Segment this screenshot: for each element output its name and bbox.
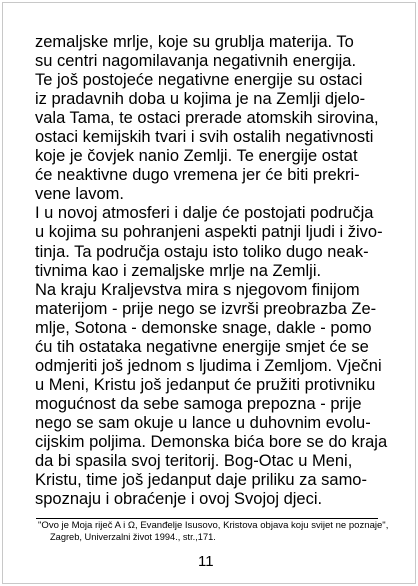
footnote-citation: "Ovo je Moja riječ A i Ω, Evanđelje Isusovo, Kristova objava koju svijet ne poznaje", — [38, 520, 389, 531]
text-line: I u novoj atmosferi i dalje će postojati područja — [35, 204, 374, 223]
text-line: tivnima kao i zemaljske mrlje na Zemlji. — [35, 261, 322, 280]
text-line: vene lavom. — [35, 185, 124, 204]
text-line: su centri nagomilavanja negativnih energija. — [35, 52, 357, 71]
text-line: spoznaju i obraćenje i ovoj Svojoj djeci. — [35, 490, 323, 509]
page-number: 11 — [198, 553, 214, 570]
body-text — [35, 33, 395, 509]
text-line: u kojima su pohranjeni aspekti patnji ljudi i živo- — [35, 223, 383, 242]
text-line: će neaktivne dugo vremena jer će biti prekri- — [35, 166, 360, 185]
text-line: odmjeriti još jednom s ljudima i Zemljom. Vječni — [35, 356, 382, 375]
text-line: Kristu, time još jedanput daje priliku za samo- — [35, 471, 367, 490]
text-line: u Meni, Kristu još jedanput će pružiti protivniku — [35, 375, 376, 394]
footnote-publisher: Zagreb, Univerzalni život 1994., str.,171. — [50, 531, 216, 542]
text-line: nego se sam okuje u lance u duhovnim evolu- — [35, 413, 371, 432]
text-line: cijskim poljima. Demonska bića bore se do kraja — [35, 432, 388, 451]
text-line: ostaci kemijskih tvari i svih ostalih negativnosti — [35, 128, 374, 147]
text-line: vala Tama, te ostaci prerade atomskih sirovina, — [35, 109, 379, 128]
text-line: mlje, Sotona - demonske snage, dakle - pomo — [35, 318, 372, 337]
text-line: mogućnost da sebe samoga prepozna - prije — [35, 394, 362, 413]
text-line: iz pradavnih doba u kojima je na Zemlji djelo- — [35, 90, 366, 109]
footnote-separator — [36, 518, 378, 519]
text-line: materijom - prije nego se izvrši preobrazba Ze- — [35, 299, 377, 318]
text-line: Na kraju Kraljevstva mira s njegovom finijom — [35, 280, 360, 299]
text-line: Te još postojeće negativne energije su ostaci — [35, 71, 363, 90]
text-line: tinja. Ta područja ostaju isto toliko dugo neak- — [35, 242, 369, 261]
text-line: da bi spasila svoj teritorij. Bog-Otac u Meni, — [35, 452, 353, 471]
text-line: ću tih ostataka negativne energije smjet će se — [35, 337, 369, 356]
text-line: koje je čovjek nanio Zemlji. Te energije ostat — [35, 147, 358, 166]
footnote — [38, 520, 388, 543]
text-line: zemaljske mrlje, koje su grublja materija. To — [35, 33, 354, 51]
